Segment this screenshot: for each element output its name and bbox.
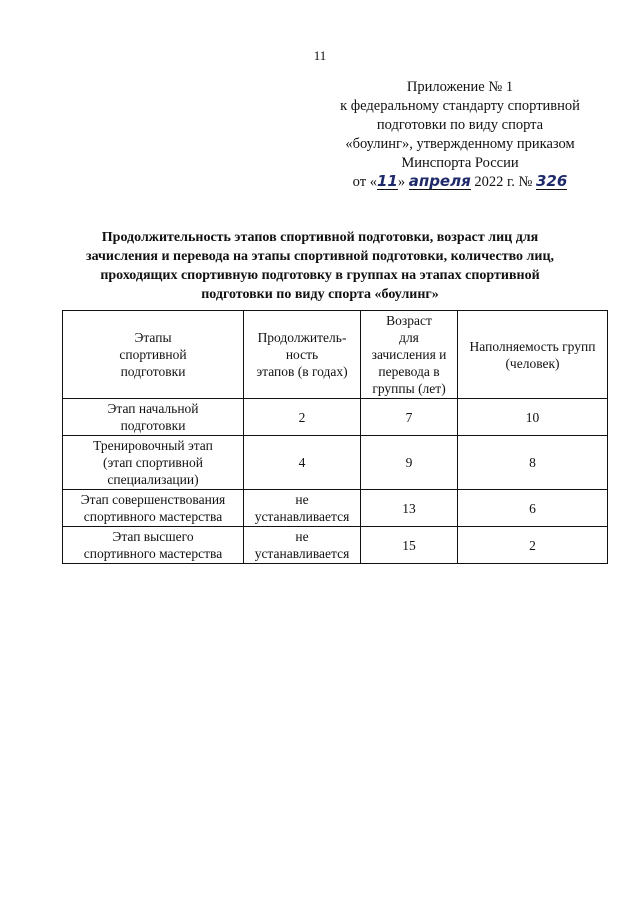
table-row [63,399,608,436]
table-header-row [63,311,608,399]
appendix-line: Минспорта России [401,155,519,171]
cell-text: устанавливается [254,509,350,524]
header-text: ность [285,347,319,362]
header-text: спортивной [119,347,187,362]
title-line: подготовки по виду спорта «боулинг» [201,287,439,302]
title-line: Продолжительность этапов спортивной подготовки, возраст лиц для [101,230,539,245]
cell-group-size: 8 [458,436,608,490]
header-text: Этапы [134,330,172,345]
cell-group-size: 10 [458,399,608,436]
appendix-line: к федеральному стандарту спортивной [340,98,580,114]
cell-duration [244,399,361,436]
header-text: этапов (в годах) [256,364,348,379]
cell-text: подготовки [120,418,186,433]
date-quote-close: » [397,174,406,190]
cell-text: не [295,492,309,507]
header-text: Наполняемость групп [469,338,596,354]
header-text: для [399,330,419,345]
stages-table [62,310,608,564]
header-text: зачисления и [371,347,447,362]
table-row [63,527,608,564]
appendix-block [300,78,620,192]
header-duration [244,311,361,399]
date-month-handwritten: апреля [408,172,471,190]
header-text: группы (лет) [372,381,446,396]
cell-stage [63,527,244,564]
header-text: Возраст [386,313,432,328]
cell-text: спортивного мастерства [83,509,223,524]
cell-age: 15 [361,527,458,564]
cell-age: 13 [361,490,458,527]
cell-duration [244,527,361,564]
title-line: проходящих спортивную подготовку в группах на этапах спортивной [100,268,540,283]
page-number: 11 [313,48,327,63]
table-row [63,490,608,527]
order-number-handwritten: 326 [536,172,568,190]
cell-duration [244,436,361,490]
cell-stage [63,490,244,527]
cell-text: не [295,529,309,544]
cell-text: спортивного мастерства [83,546,223,561]
cell-text: 4 [298,455,306,470]
cell-age: 7 [361,399,458,436]
cell-text: Этап совершенствования [80,492,226,507]
header-text: подготовки [120,364,186,379]
header-text: (человек) [505,355,560,371]
header-stages [63,311,244,399]
appendix-line: Приложение № 1 [406,79,514,95]
date-day-handwritten: 11 [376,172,398,190]
cell-group-size: 6 [458,490,608,527]
appendix-line: подготовки по виду спорта [376,117,544,133]
cell-duration [244,490,361,527]
date-prefix: от « [352,174,377,190]
cell-group-size: 2 [458,527,608,564]
cell-stage [63,436,244,490]
date-year: 2022 г. № [474,174,533,190]
cell-text: 2 [298,409,306,425]
header-text: перевода в [378,364,440,379]
cell-text: Этап начальной [107,401,199,416]
cell-text: специализации) [107,472,199,487]
cell-stage [63,399,244,436]
title-line: зачисления и перевода на этапы спортивной подготовки, количество лиц, [85,249,555,264]
header-group-size [458,311,608,399]
cell-age: 9 [361,436,458,490]
appendix-line: «боулинг», утвержденному приказом [345,136,575,152]
header-text: Продолжитель- [257,330,347,345]
header-age [361,311,458,399]
document-title [40,228,600,304]
cell-text: Этап высшего [112,529,194,544]
cell-text: Тренировочный этап [93,438,213,453]
table-row [63,436,608,490]
cell-text: устанавливается [254,546,350,561]
order-date-line [300,173,620,192]
cell-text: (этап спортивной [102,455,203,470]
